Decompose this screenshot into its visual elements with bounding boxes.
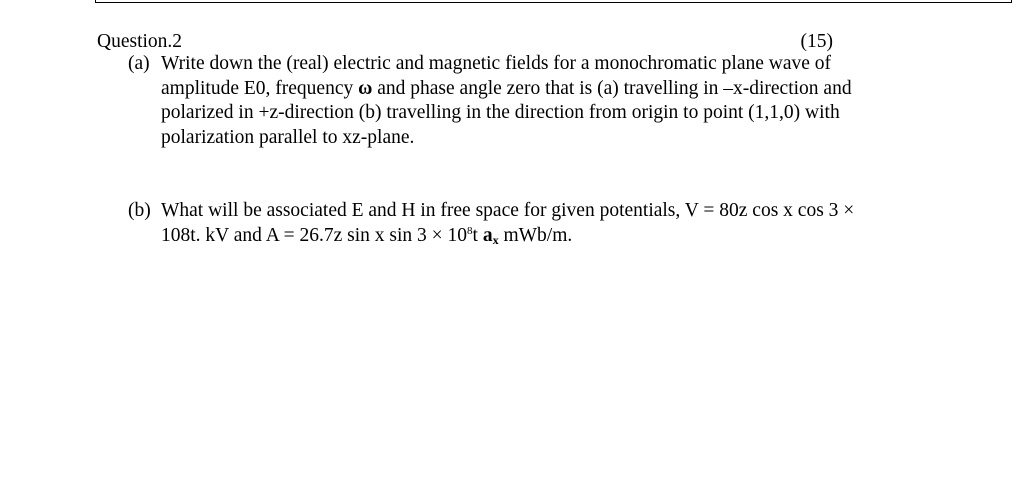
vector-a-symbol: a: [482, 224, 493, 246]
question-header: [97, 30, 833, 54]
part-a-label: (a): [128, 53, 150, 74]
part-b-line-1: What will be associated E and H in free space for given potentials, V = 80z cos x cos 3 ×: [161, 200, 855, 221]
part-a-line-2-rest: and phase angle zero that is (a) travelling in –x-direction and: [372, 77, 852, 99]
after-exponent: t: [472, 224, 483, 246]
part-a: [128, 52, 928, 150]
part-b-line-2: [128, 224, 928, 249]
part-a-line-4: polarization parallel to xz-plane.: [161, 126, 415, 148]
part-a-line-2: [128, 77, 928, 102]
vector-subscript: x: [492, 232, 499, 247]
unit-text: mWb/m.: [498, 224, 573, 246]
question-marks: (15): [800, 31, 833, 52]
exponent: 8: [467, 224, 473, 237]
page-frame-border: [95, 0, 1012, 3]
part-b: [128, 199, 928, 248]
part-b-line-2-start: 108t. kV and A = 26.7z sin x sin 3 × 10: [161, 224, 468, 246]
part-a-line-3: polarized in +z-direction (b) travelling in the direction from origin to point (1,1,0) with: [161, 102, 840, 123]
question-title: Question.2: [97, 31, 183, 52]
omega-symbol: ω: [358, 77, 373, 99]
part-a-line-1: Write down the (real) electric and magnetic fields for a monochromatic plane wave of: [161, 53, 832, 74]
part-b-label: (b): [128, 200, 151, 221]
part-a-line-2-start: amplitude E0, frequency: [161, 77, 359, 99]
